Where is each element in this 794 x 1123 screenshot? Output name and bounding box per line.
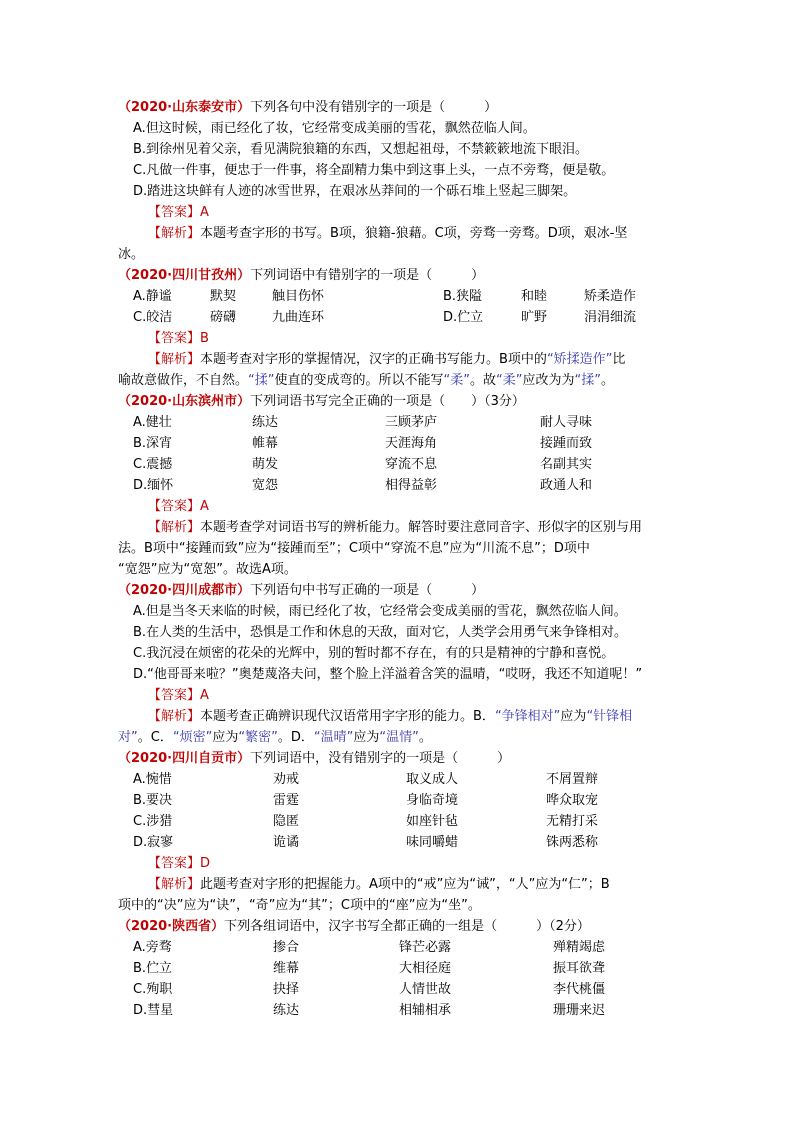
word-cell: 矫柔造作 [584,289,637,304]
answer-line [148,854,210,874]
analysis-text: 使直的变成弯的。所以不能写 [274,373,444,388]
question-source: （2020·陕西省） [118,919,225,934]
word-cell: 练达 [273,1003,300,1018]
word-cell: 诡谲 [273,835,300,850]
answer-value: A [200,688,209,703]
word-cell: A.惋惜 [133,772,172,787]
highlighted-term: “温晴” [313,730,354,745]
word-cell: C.涉猎 [133,814,173,829]
option-a: A.但这时候，雨已经化了妆，它经常变成美丽的雪花，飘然莅临人间。 [133,121,536,136]
analysis-text: 本题考查字形的书写。B项，狼籍-狼藉。C项，旁骛一旁骛。D项，艰冰-坚 [200,226,628,241]
analysis-text: “宽怨”应为“宽恕”。故选A项。 [118,562,297,577]
question-source: （2020·四川甘孜州） [118,268,251,283]
highlighted-term: “争锋相对” [494,709,561,724]
analysis-text: 法。B项中“接踵而致”应为“接踵而至”；C项中“穿流不息”应为“川流不息”；D项中 [118,541,590,556]
option-b: B.到徐州见着父亲，看见满院狼籍的东西，又想起祖母，不禁簌簌地流下眼泪。 [133,142,589,157]
analysis-text: 。C． [137,730,173,745]
question-3-header [118,392,525,412]
highlighted-term: “针锋相 [586,709,633,724]
word-cell: A.旁骛 [133,940,172,955]
question-stem: 下列词语中有错别字的一项是（ ） [250,268,485,283]
word-cell: 磅礴 [210,310,237,325]
answer-value: B [200,331,209,346]
option-d: D.踏进这块鲜有人迹的冰雪世界，在艰冰丛莽间的一个砾石堆上竖起三脚架。 [133,184,577,199]
word-cell: B.深宵 [133,436,173,451]
question-1-header [118,98,497,118]
word-cell: A.静谧 [133,289,172,304]
word-cell: 劝戒 [273,772,300,787]
word-cell: 耐人寻味 [540,415,593,430]
word-cell: C.皎洁 [133,310,173,325]
word-cell: 人情世故 [399,982,452,997]
analysis-text: 本题考查正确辨识现代汉语常用字字形的能力。B． [200,709,495,724]
word-cell: 大相径庭 [399,961,452,976]
analysis-line [148,518,642,538]
question-5-header [118,749,510,769]
analysis-text: 。D． [277,730,314,745]
word-cell: C.殉职 [133,982,173,997]
highlighted-term: “温情” [379,730,419,745]
analysis-text: 应改为为 [522,373,575,388]
answer-label: 【答案】 [148,688,201,703]
highlighted-term: “繁密” [238,730,278,745]
word-cell: B.伫立 [133,961,173,976]
word-cell: B.狭隘 [443,289,483,304]
option-b: B.在人类的生活中，恐惧是工作和休息的天敌，面对它，人类学会用勇气来争锋相对。 [133,625,628,640]
answer-line [148,686,209,706]
highlighted-term: “烦密” [172,730,213,745]
highlighted-term: “矫揉造作” [546,352,613,367]
word-cell: D.寂寥 [133,835,174,850]
word-cell: 不屑置辩 [546,772,599,787]
question-stem: 下列词语中，没有错别字的一项是（ ） [250,751,511,766]
question-4-header [118,581,484,601]
option-d: D.“他哥哥来啦？”奥楚蔑洛夫问，整个脸上洋溢着含笑的温晴，“哎呀，我还不知道呢！” [133,667,643,682]
analysis-line [148,350,625,370]
analysis-line [118,371,614,391]
word-cell: 雷霆 [273,793,300,808]
question-source: （2020·四川成都市） [118,583,251,598]
word-cell: 哗众取宠 [546,793,599,808]
word-cell: 三顾茅庐 [385,415,438,430]
analysis-label: 【解析】 [148,520,201,535]
analysis-text: 喻故意做作，不自然。 [118,373,249,388]
answer-line [148,203,209,223]
highlighted-term: “柔” [496,373,523,388]
analysis-line [148,224,627,244]
analysis-text: 此题考查对字形的把握能力。A项中的“戒”应为“诫”，“人”应为“仁”；B [200,877,610,892]
word-cell: 如座针毡 [406,814,459,829]
word-cell: D.缅怀 [133,478,174,493]
question-stem: 下列语句中书写正确的一项是（ ） [250,583,485,598]
question-source: （2020·山东滨州市） [118,394,251,409]
word-cell: A.健壮 [133,415,172,430]
analysis-text: 项中的“决”应为“诀”，“奇”应为“其”；C项中的“座”应为“坐”。 [118,898,481,913]
word-cell: 萌发 [252,457,279,472]
answer-value: A [200,499,209,514]
word-cell: 李代桃僵 [553,982,606,997]
word-cell: 帷幕 [252,436,279,451]
word-cell: 铢两悉称 [546,835,599,850]
word-cell: B.要决 [133,793,173,808]
question-2-header [118,266,484,286]
question-source: （2020·山东泰安市） [118,100,251,115]
word-cell: 取义成人 [406,772,459,787]
word-cell: 名副其实 [540,457,593,472]
word-cell: 锋芒必露 [399,940,452,955]
answer-line [148,329,209,349]
highlighted-term: “揉” [248,373,275,388]
analysis-label: 【解析】 [148,226,201,241]
highlighted-term: “柔” [443,373,470,388]
analysis-text: 应为 [212,730,239,745]
answer-label: 【答案】 [148,205,201,220]
answer-label: 【答案】 [148,856,201,871]
word-cell: 穿流不息 [385,457,438,472]
word-cell: 旷野 [521,310,548,325]
option-c: C.我沉浸在烦密的花朵的光辉中，别的暂时都不存在，有的只是精神的宁静和喜悦。 [133,646,615,661]
answer-value: D [200,856,211,871]
question-stem: 下列词语书写完全正确的一项是（ ）（3分） [250,394,525,409]
question-source: （2020·四川自贡市） [118,751,251,766]
word-cell: 珊珊来迟 [553,1003,606,1018]
word-cell: 天涯海角 [385,436,438,451]
analysis-text: 。 [418,730,432,745]
analysis-label: 【解析】 [148,352,201,367]
answer-line [148,497,209,517]
analysis-text: 应为 [560,709,587,724]
analysis-text: 比 [612,352,626,367]
word-cell: 隐匿 [273,814,300,829]
word-cell: 无精打采 [546,814,599,829]
analysis-label: 【解析】 [148,709,201,724]
word-cell: D.彗星 [133,1003,174,1018]
word-cell: 殚精竭虑 [553,940,606,955]
word-cell: 触目伤怀 [272,289,325,304]
word-cell: 抉择 [273,982,300,997]
analysis-text: 。 [601,373,615,388]
analysis-label: 【解析】 [148,877,201,892]
highlighted-term: “揉” [574,373,601,388]
word-cell: 味同嚼蜡 [406,835,459,850]
word-cell: 相辅相承 [399,1003,452,1018]
analysis-line [148,707,632,727]
word-cell: 接踵而致 [540,436,593,451]
word-cell: 宽怨 [252,478,279,493]
word-cell: C.震撼 [133,457,173,472]
word-cell: 九曲连环 [272,310,325,325]
word-cell: 维幕 [273,961,300,976]
answer-label: 【答案】 [148,331,201,346]
word-cell: 振耳欲聋 [553,961,606,976]
answer-label: 【答案】 [148,499,201,514]
word-cell: D.伫立 [443,310,484,325]
analysis-text: 冰。 [118,247,145,262]
highlighted-term: 对” [118,730,138,745]
answer-value: A [200,205,209,220]
analysis-text: 应为 [353,730,380,745]
analysis-line [148,875,610,895]
word-cell: 身临奇境 [406,793,459,808]
word-cell: 相得益彰 [385,478,438,493]
word-cell: 政通人和 [540,478,593,493]
question-6-header [118,917,590,937]
question-stem: 下列各组词语中，汉字书写全都正确的一组是（ ）（2分） [224,919,590,934]
word-cell: 涓涓细流 [584,310,637,325]
word-cell: 练达 [252,415,279,430]
option-a: A.但是当冬天来临的时候，雨已经化了妆，它经常会变成美丽的雪花，飘然莅临人间。 [133,604,627,619]
word-cell: 和睦 [521,289,548,304]
analysis-text: 本题考查对字形的掌握情况，汉字的正确书写能力。B项中的 [200,352,547,367]
option-c: C.凡做一件事，便忠于一件事，将全副精力集中到这事上头，一点不旁骛，便是敬。 [133,163,615,178]
analysis-text: 。故 [470,373,497,388]
question-stem: 下列各句中没有错别字的一项是（ ） [250,100,498,115]
analysis-text: 本题考查学对词语书写的辨析能力。解答时要注意同音字、形似字的区别与用 [200,520,643,535]
analysis-line [118,728,432,748]
word-cell: 默契 [210,289,237,304]
word-cell: 掺合 [273,940,300,955]
